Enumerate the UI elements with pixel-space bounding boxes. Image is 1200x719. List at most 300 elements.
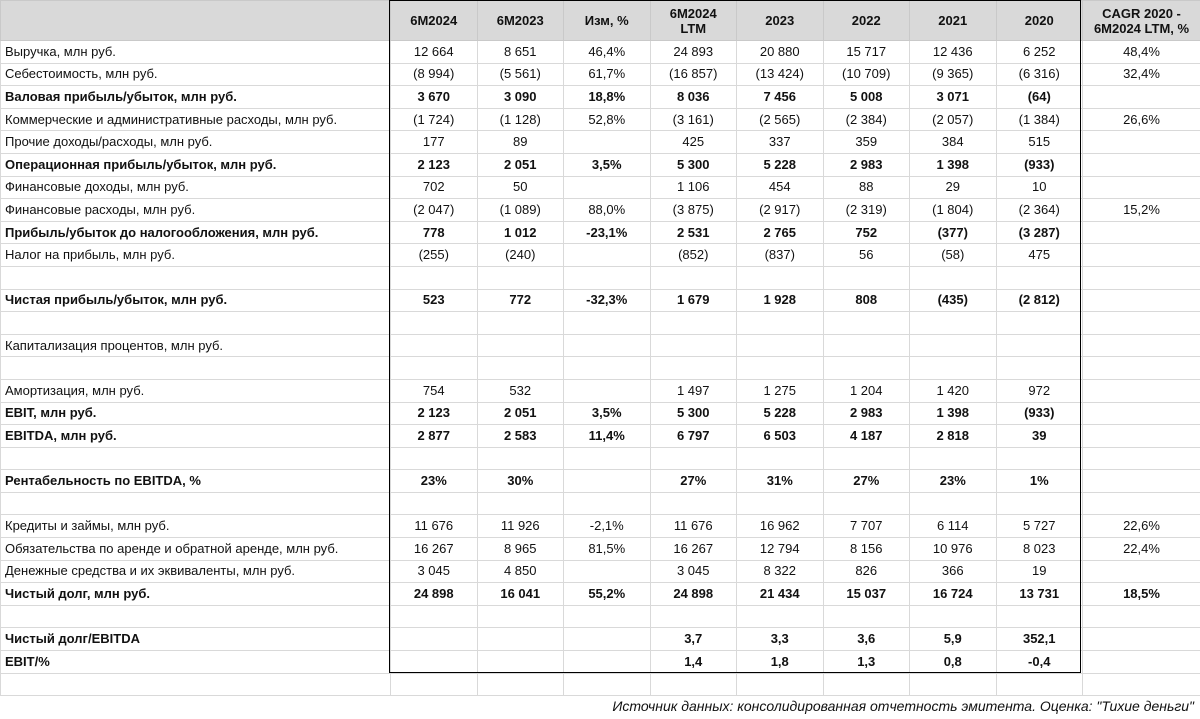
table-cell: 21 434 (737, 583, 824, 606)
table-cell (477, 266, 564, 289)
table-cell: 23% (391, 470, 478, 493)
table-cell: (1 384) (996, 108, 1083, 131)
table-cell (650, 673, 737, 696)
table-cell (1083, 334, 1200, 357)
table-cell: (2 384) (823, 108, 910, 131)
table-cell (391, 673, 478, 696)
row-label: EBIT/% (1, 651, 391, 674)
table-cell (1083, 470, 1200, 493)
row-label: Обязательства по аренде и обратной аренде, млн руб. (1, 538, 391, 561)
table-cell: (13 424) (737, 63, 824, 86)
table-cell: 8 023 (996, 538, 1083, 561)
table-cell (1083, 153, 1200, 176)
table-cell: 752 (823, 221, 910, 244)
table-row (1, 312, 1200, 335)
table-cell: 7 456 (737, 86, 824, 109)
table-cell (1083, 605, 1200, 628)
table-cell: 4 187 (823, 425, 910, 448)
table-cell: (2 917) (737, 199, 824, 222)
table-cell: 18,8% (564, 86, 651, 109)
table-cell: 754 (391, 379, 478, 402)
table-cell: 1,4 (650, 651, 737, 674)
table-cell: 2 765 (737, 221, 824, 244)
table-row (1, 447, 1200, 470)
table-cell: 2 818 (910, 425, 997, 448)
table-cell (737, 447, 824, 470)
table-cell: 12 436 (910, 41, 997, 64)
table-cell (650, 492, 737, 515)
row-label (1, 492, 391, 515)
row-label: Выручка, млн руб. (1, 41, 391, 64)
table-row (1, 334, 1200, 357)
table-cell: 177 (391, 131, 478, 154)
table-cell: 8 651 (477, 41, 564, 64)
table-cell: (10 709) (823, 63, 910, 86)
table-cell: 27% (650, 470, 737, 493)
table-cell (910, 605, 997, 628)
table-cell (650, 266, 737, 289)
table-cell: 515 (996, 131, 1083, 154)
table-cell: 27% (823, 470, 910, 493)
table-cell: 50 (477, 176, 564, 199)
table-cell (1083, 357, 1200, 380)
table-cell: 826 (823, 560, 910, 583)
table-cell (1083, 628, 1200, 651)
table-cell (737, 312, 824, 335)
table-cell: 1 928 (737, 289, 824, 312)
table-cell (650, 312, 737, 335)
table-cell (910, 447, 997, 470)
table-cell (564, 492, 651, 515)
table-cell (477, 628, 564, 651)
table-cell: 8 036 (650, 86, 737, 109)
table-cell: 1 420 (910, 379, 997, 402)
table-cell: 16 267 (650, 538, 737, 561)
table-cell (477, 651, 564, 674)
table-cell: 24 898 (650, 583, 737, 606)
table-cell (823, 312, 910, 335)
table-cell (737, 673, 824, 696)
table-cell (564, 673, 651, 696)
table-cell: 5 228 (737, 153, 824, 176)
table-cell: (255) (391, 244, 478, 267)
row-label (1, 266, 391, 289)
table-cell (910, 492, 997, 515)
table-cell: 11 676 (650, 515, 737, 538)
table-cell: 11 926 (477, 515, 564, 538)
table-row (1, 266, 1200, 289)
table-cell: (837) (737, 244, 824, 267)
table-cell: (933) (996, 153, 1083, 176)
table-cell: (8 994) (391, 63, 478, 86)
table-cell: 55,2% (564, 583, 651, 606)
table-cell: 26,6% (1083, 108, 1200, 131)
table-cell (1083, 312, 1200, 335)
table-row (1, 199, 1200, 222)
table-cell (737, 492, 824, 515)
table-cell (1083, 560, 1200, 583)
table-cell: 3,7 (650, 628, 737, 651)
table-cell: (1 128) (477, 108, 564, 131)
table-row (1, 515, 1200, 538)
table-cell (650, 334, 737, 357)
row-label (1, 447, 391, 470)
table-cell (823, 605, 910, 628)
table-cell (996, 447, 1083, 470)
table-cell: 772 (477, 289, 564, 312)
row-label: Капитализация процентов, млн руб. (1, 334, 391, 357)
table-cell: (3 875) (650, 199, 737, 222)
header-cell: 2020 (996, 1, 1083, 41)
table-cell: 52,8% (564, 108, 651, 131)
table-cell: (2 319) (823, 199, 910, 222)
table-cell: (2 364) (996, 199, 1083, 222)
table-cell: 1,8 (737, 651, 824, 674)
table-cell: (1 724) (391, 108, 478, 131)
table-cell: (377) (910, 221, 997, 244)
table-cell: 15,2% (1083, 199, 1200, 222)
table-row (1, 673, 1200, 696)
table-cell: 89 (477, 131, 564, 154)
table-cell: 2 123 (391, 402, 478, 425)
table-cell: (16 857) (650, 63, 737, 86)
row-label: Чистый долг, млн руб. (1, 583, 391, 606)
table-cell (823, 266, 910, 289)
table-row (1, 651, 1200, 674)
table-cell: (1 804) (910, 199, 997, 222)
table-cell: 0,8 (910, 651, 997, 674)
table-cell (996, 673, 1083, 696)
row-label: Валовая прибыль/убыток, млн руб. (1, 86, 391, 109)
table-cell (564, 176, 651, 199)
source-note: Источник данных: консолидированная отчетность эмитента. Оценка: "Тихие деньги" (612, 698, 1194, 714)
table-cell (737, 334, 824, 357)
table-cell: (2 565) (737, 108, 824, 131)
table-cell (737, 266, 824, 289)
table-cell: (64) (996, 86, 1083, 109)
table-cell: 1 204 (823, 379, 910, 402)
table-cell: 13 731 (996, 583, 1083, 606)
table-cell: 5 300 (650, 153, 737, 176)
table-row (1, 402, 1200, 425)
table-cell: 5 008 (823, 86, 910, 109)
table-row (1, 221, 1200, 244)
row-label: Чистая прибыль/убыток, млн руб. (1, 289, 391, 312)
table-cell: (2 047) (391, 199, 478, 222)
header-cell: 6M2023 (477, 1, 564, 41)
table-cell (823, 673, 910, 696)
table-cell: 31% (737, 470, 824, 493)
row-label (1, 312, 391, 335)
row-label: Финансовые доходы, млн руб. (1, 176, 391, 199)
table-cell (1083, 221, 1200, 244)
table-cell: 6 797 (650, 425, 737, 448)
row-label: Операционная прибыль/убыток, млн руб. (1, 153, 391, 176)
table-cell (564, 312, 651, 335)
header-cell: Изм, % (564, 1, 651, 41)
table-cell: (852) (650, 244, 737, 267)
table-cell: 1,3 (823, 651, 910, 674)
row-label (1, 357, 391, 380)
table-row (1, 86, 1200, 109)
table-cell: 1 106 (650, 176, 737, 199)
table-cell (650, 605, 737, 628)
table-cell (1083, 379, 1200, 402)
table-cell: 425 (650, 131, 737, 154)
table-cell (996, 357, 1083, 380)
table-cell (477, 447, 564, 470)
table-cell: 20 880 (737, 41, 824, 64)
table-cell (737, 357, 824, 380)
table-cell (477, 312, 564, 335)
table-cell: 18,5% (1083, 583, 1200, 606)
table-row (1, 357, 1200, 380)
table-cell: 24 893 (650, 41, 737, 64)
table-cell (564, 131, 651, 154)
table-cell: 22,6% (1083, 515, 1200, 538)
header-cell: 6M2024 (391, 1, 478, 41)
table-cell: 46,4% (564, 41, 651, 64)
table-cell (650, 357, 737, 380)
table-cell: 30% (477, 470, 564, 493)
table-cell: 3,3 (737, 628, 824, 651)
table-cell (391, 334, 478, 357)
table-cell: 2 877 (391, 425, 478, 448)
table-cell: 352,1 (996, 628, 1083, 651)
table-cell: (2 812) (996, 289, 1083, 312)
table-cell: 11 676 (391, 515, 478, 538)
table-cell: 29 (910, 176, 997, 199)
table-cell: 1 398 (910, 153, 997, 176)
row-label: Денежные средства и их эквиваленты, млн руб. (1, 560, 391, 583)
table-cell (564, 447, 651, 470)
table-cell (1083, 425, 1200, 448)
table-cell (1083, 289, 1200, 312)
row-label: Прочие доходы/расходы, млн руб. (1, 131, 391, 154)
table-cell: 1 497 (650, 379, 737, 402)
header-row (1, 1, 1200, 41)
table-cell: 16 724 (910, 583, 997, 606)
table-cell: (933) (996, 402, 1083, 425)
table-row (1, 628, 1200, 651)
table-cell: (58) (910, 244, 997, 267)
table-cell (564, 266, 651, 289)
table-cell: 61,7% (564, 63, 651, 86)
row-label: Прибыль/убыток до налогообложения, млн руб. (1, 221, 391, 244)
table-cell: 3 071 (910, 86, 997, 109)
table-cell (477, 334, 564, 357)
table-cell: 6 252 (996, 41, 1083, 64)
header-cell: 2022 (823, 1, 910, 41)
table-cell (996, 492, 1083, 515)
table-row (1, 176, 1200, 199)
table-cell (391, 447, 478, 470)
table-cell (564, 651, 651, 674)
table-cell (1083, 176, 1200, 199)
table-cell: 702 (391, 176, 478, 199)
table-cell: 15 717 (823, 41, 910, 64)
table-row (1, 41, 1200, 64)
table-cell (1083, 86, 1200, 109)
table-cell: 3 090 (477, 86, 564, 109)
row-label: Себестоимость, млн руб. (1, 63, 391, 86)
row-label (1, 673, 391, 696)
table-cell: 778 (391, 221, 478, 244)
table-cell (391, 357, 478, 380)
header-cell: 2021 (910, 1, 997, 41)
table-cell: (240) (477, 244, 564, 267)
table-cell (391, 266, 478, 289)
table-cell (650, 447, 737, 470)
table-row (1, 470, 1200, 493)
table-row (1, 108, 1200, 131)
table-cell: 2 051 (477, 153, 564, 176)
table-cell: 8 965 (477, 538, 564, 561)
table-cell (1083, 131, 1200, 154)
table-cell: 337 (737, 131, 824, 154)
table-cell: 1% (996, 470, 1083, 493)
table-cell: 2 531 (650, 221, 737, 244)
table-cell: 5 228 (737, 402, 824, 425)
table-cell: (9 365) (910, 63, 997, 86)
table-cell (564, 334, 651, 357)
row-label: Чистый долг/EBITDA (1, 628, 391, 651)
table-cell: 16 041 (477, 583, 564, 606)
table-cell: 532 (477, 379, 564, 402)
table-cell (910, 357, 997, 380)
table-cell (564, 357, 651, 380)
table-cell: 2 983 (823, 153, 910, 176)
table-cell (823, 334, 910, 357)
table-cell: 3 670 (391, 86, 478, 109)
table-cell: 5 727 (996, 515, 1083, 538)
table-cell: -2,1% (564, 515, 651, 538)
table-cell: 2 983 (823, 402, 910, 425)
table-cell: 11,4% (564, 425, 651, 448)
table-row (1, 63, 1200, 86)
table-cell (1083, 651, 1200, 674)
table-cell (1083, 244, 1200, 267)
table-cell: 16 962 (737, 515, 824, 538)
table-cell (391, 312, 478, 335)
table-cell: 15 037 (823, 583, 910, 606)
table-cell: (2 057) (910, 108, 997, 131)
table-cell: -32,3% (564, 289, 651, 312)
table-cell: 12 664 (391, 41, 478, 64)
table-cell: 3,5% (564, 402, 651, 425)
table-cell (910, 312, 997, 335)
table-cell: 5 300 (650, 402, 737, 425)
table-cell (477, 605, 564, 628)
table-cell (477, 673, 564, 696)
row-label: Коммерческие и административные расходы, млн руб. (1, 108, 391, 131)
table-cell (1083, 266, 1200, 289)
table-cell (1083, 447, 1200, 470)
table-cell: 359 (823, 131, 910, 154)
table-cell: (3 161) (650, 108, 737, 131)
table-cell: 6 114 (910, 515, 997, 538)
table-cell: 39 (996, 425, 1083, 448)
table-row (1, 425, 1200, 448)
table-cell: (3 287) (996, 221, 1083, 244)
table-cell (1083, 492, 1200, 515)
table-cell: 3,5% (564, 153, 651, 176)
table-cell: 8 156 (823, 538, 910, 561)
table-cell: (435) (910, 289, 997, 312)
table-cell: 1 398 (910, 402, 997, 425)
table-cell: 1 012 (477, 221, 564, 244)
table-cell: 2 583 (477, 425, 564, 448)
table-cell: 8 322 (737, 560, 824, 583)
table-cell: 3 045 (391, 560, 478, 583)
table-cell (823, 357, 910, 380)
header-cell: CAGR 2020 - 6M2024 LTM, % (1083, 1, 1200, 41)
table-cell: 7 707 (823, 515, 910, 538)
table-cell: 2 051 (477, 402, 564, 425)
table-cell: 1 275 (737, 379, 824, 402)
row-label: Амортизация, млн руб. (1, 379, 391, 402)
table-cell: 972 (996, 379, 1083, 402)
table-cell (564, 379, 651, 402)
table-row (1, 244, 1200, 267)
table-cell: 1 679 (650, 289, 737, 312)
table-cell: 10 (996, 176, 1083, 199)
table-row (1, 289, 1200, 312)
table-cell: 2 123 (391, 153, 478, 176)
table-cell (737, 605, 824, 628)
table-cell: 24 898 (391, 583, 478, 606)
table-cell (996, 334, 1083, 357)
table-cell (823, 447, 910, 470)
table-cell: 32,4% (1083, 63, 1200, 86)
table-cell (910, 673, 997, 696)
table-cell (996, 312, 1083, 335)
table-cell: 5,9 (910, 628, 997, 651)
table-cell: 56 (823, 244, 910, 267)
table-cell: 48,4% (1083, 41, 1200, 64)
table-row (1, 153, 1200, 176)
row-label: Кредиты и займы, млн руб. (1, 515, 391, 538)
table-cell (391, 628, 478, 651)
table-cell: 81,5% (564, 538, 651, 561)
table-cell (823, 492, 910, 515)
table-row (1, 492, 1200, 515)
table-cell (391, 492, 478, 515)
table-cell: 523 (391, 289, 478, 312)
table-row (1, 583, 1200, 606)
header-corner-cell (1, 1, 391, 41)
table-cell: 88 (823, 176, 910, 199)
table-cell (996, 266, 1083, 289)
row-label: Рентабельность по EBITDA, % (1, 470, 391, 493)
table-cell: 3 045 (650, 560, 737, 583)
table-cell: 808 (823, 289, 910, 312)
header-cell: 2023 (737, 1, 824, 41)
row-label: Финансовые расходы, млн руб. (1, 199, 391, 222)
table-cell (1083, 673, 1200, 696)
row-label: EBITDA, млн руб. (1, 425, 391, 448)
table-cell: 475 (996, 244, 1083, 267)
table-cell: 454 (737, 176, 824, 199)
table-cell (477, 492, 564, 515)
table-row (1, 131, 1200, 154)
row-label: Налог на прибыль, млн руб. (1, 244, 391, 267)
table-cell: 22,4% (1083, 538, 1200, 561)
table-cell: 384 (910, 131, 997, 154)
table-row (1, 560, 1200, 583)
table-cell (1083, 402, 1200, 425)
header-cell: 6M2024 LTM (650, 1, 737, 41)
